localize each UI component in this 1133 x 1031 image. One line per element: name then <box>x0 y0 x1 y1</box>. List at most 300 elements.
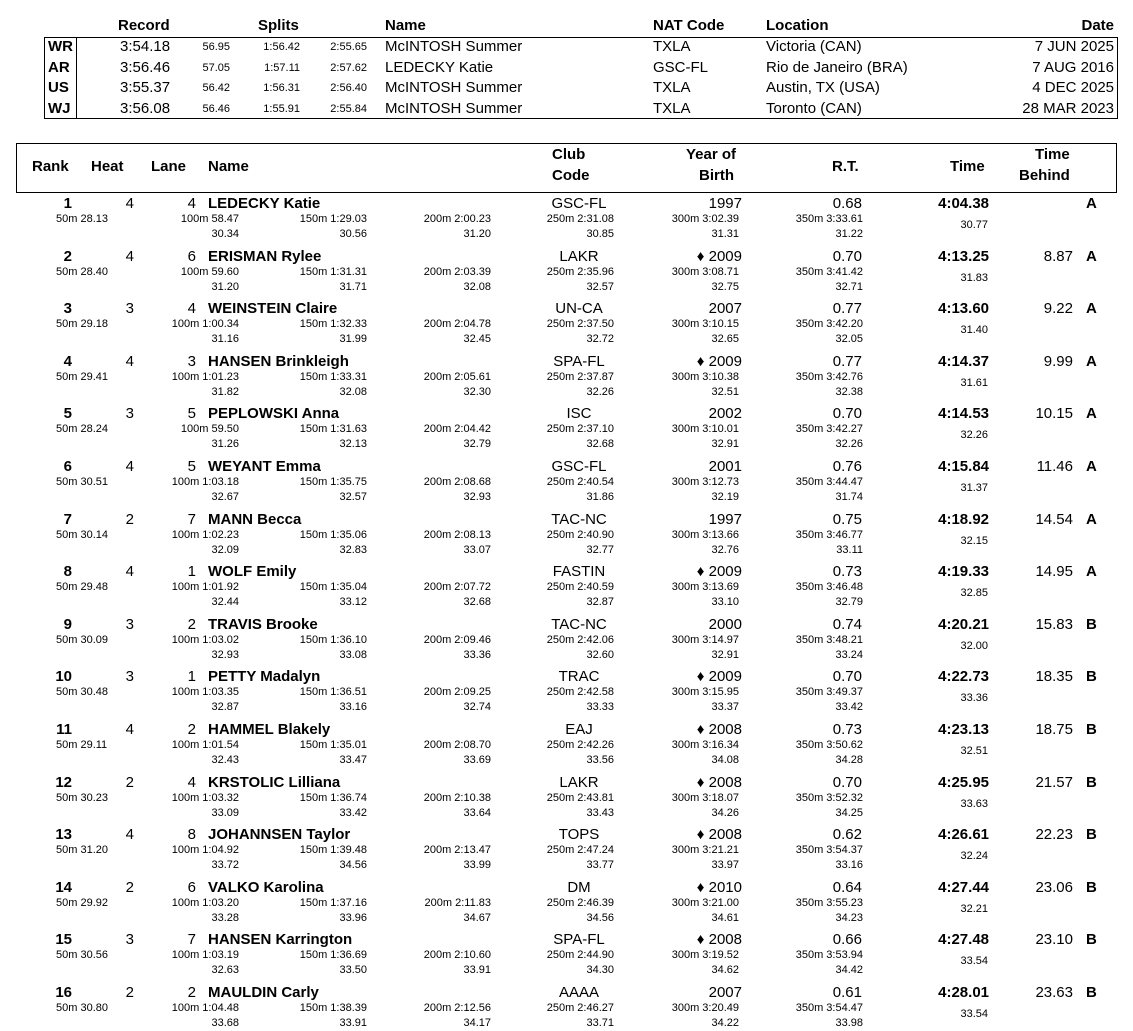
result-behind: 22.23 <box>1035 826 1073 844</box>
lap-300: 33.37 <box>711 701 739 714</box>
record-split-150: 2:55.84 <box>330 102 367 115</box>
split-250: 250m 2:42.58 <box>546 686 614 699</box>
lap-300: 34.22 <box>711 1017 739 1029</box>
split-250: 250m 2:40.54 <box>546 476 614 488</box>
result-yob: ♦ 2010 <box>696 878 742 896</box>
split-50: 50m 30.09 <box>56 633 108 646</box>
lap-250: 33.33 <box>586 701 614 714</box>
result-club: TAC-NC <box>551 510 607 528</box>
lap-350: 34.25 <box>835 806 863 819</box>
split-350: 350m 3:49.37 <box>795 686 863 699</box>
lap-150: 31.99 <box>339 333 367 346</box>
lap-400: 30.77 <box>960 219 988 231</box>
split-200: 200m 2:10.60 <box>423 949 491 962</box>
result-rt: 0.74 <box>832 615 862 633</box>
split-250: 250m 2:40.90 <box>546 528 614 541</box>
lap-300: 32.65 <box>711 333 739 346</box>
lap-250: 34.56 <box>586 911 614 924</box>
split-350: 350m 3:44.47 <box>795 476 863 488</box>
split-100: 100m 1:01.54 <box>171 739 239 751</box>
result-rank: 7 <box>63 510 72 528</box>
split-150: 150m 1:35.04 <box>299 581 367 594</box>
split-200: 200m 2:07.72 <box>423 581 491 594</box>
result-name: HANSEN Brinkleigh <box>208 352 349 370</box>
result-behind: 9.99 <box>1043 352 1073 370</box>
result-final: A <box>1086 510 1097 528</box>
result-club: TRAC <box>558 668 600 686</box>
lap-400: 31.37 <box>960 482 988 494</box>
result-club: DM <box>567 878 591 896</box>
result-rank: 2 <box>63 247 72 265</box>
lap-300: 32.76 <box>711 543 739 556</box>
lap-300: 34.26 <box>711 806 739 819</box>
lap-150: 33.42 <box>339 806 367 819</box>
result-rt: 0.77 <box>832 352 862 370</box>
result-name: KRSTOLIC Lilliana <box>208 773 341 791</box>
result-lane: 2 <box>187 615 196 633</box>
record-date: 4 DEC 2025 <box>1032 79 1114 96</box>
result-name: WOLF Emily <box>208 563 297 581</box>
lap-100: 31.16 <box>211 333 239 346</box>
result-behind: 9.22 <box>1043 300 1073 318</box>
lap-400: 32.51 <box>960 745 988 757</box>
result-name: JOHANNSEN Taylor <box>208 826 351 844</box>
result-yob: ♦ 2008 <box>696 931 742 949</box>
split-350: 350m 3:46.48 <box>795 581 863 594</box>
result-lane: 4 <box>187 300 196 318</box>
record-time: 3:55.37 <box>120 79 171 96</box>
record-time: 3:56.46 <box>120 58 171 76</box>
result-yob: ♦ 2009 <box>696 352 742 370</box>
split-200: 200m 2:03.39 <box>423 265 491 278</box>
result-behind: 23.10 <box>1035 931 1073 949</box>
result-rank: 5 <box>63 405 72 423</box>
lap-200: 32.68 <box>463 596 491 609</box>
result-final: A <box>1086 352 1097 370</box>
result-lane: 5 <box>187 458 196 475</box>
split-50: 50m 29.92 <box>56 896 108 909</box>
split-350: 350m 3:41.42 <box>795 265 863 278</box>
result-behind: 14.95 <box>1035 563 1073 581</box>
lap-200: 34.67 <box>463 911 491 924</box>
lap-150: 32.08 <box>339 385 367 398</box>
lap-100: 30.34 <box>211 228 239 240</box>
record-split-100: 1:57.11 <box>264 61 300 74</box>
split-150: 150m 1:36.51 <box>299 686 367 699</box>
result-final: A <box>1086 195 1097 212</box>
records-header-date: Date <box>1081 17 1114 34</box>
result-yob: ♦ 2008 <box>696 826 742 844</box>
result-club: LAKR <box>559 247 599 265</box>
result-heat: 3 <box>125 931 134 949</box>
lap-350: 33.16 <box>835 859 863 872</box>
result-lane: 5 <box>187 405 196 423</box>
lap-250: 34.30 <box>586 964 614 977</box>
split-350: 350m 3:55.23 <box>795 896 863 909</box>
result-heat: 4 <box>125 458 134 475</box>
result-heat: 4 <box>125 563 134 581</box>
split-300: 300m 3:14.97 <box>671 633 739 646</box>
header-club-1: Club <box>552 146 586 163</box>
split-350: 350m 3:42.76 <box>795 370 863 383</box>
lap-300: 32.75 <box>711 280 739 293</box>
record-split-100: 1:55.91 <box>263 102 300 115</box>
lap-350: 33.42 <box>835 701 863 714</box>
lap-150: 32.83 <box>339 543 367 556</box>
lap-400: 33.36 <box>960 692 988 705</box>
split-50: 50m 29.41 <box>56 370 108 383</box>
result-rank: 16 <box>55 984 72 1001</box>
lap-300: 32.91 <box>711 648 739 661</box>
header-time: Time <box>950 158 985 175</box>
lap-400: 32.85 <box>960 587 988 600</box>
lap-200: 32.79 <box>463 438 491 451</box>
records-header-splits: Splits <box>258 17 299 34</box>
lap-150: 33.12 <box>339 596 367 609</box>
lap-200: 32.45 <box>463 333 491 346</box>
split-150: 150m 1:36.10 <box>299 633 367 646</box>
result-club: AAAA <box>558 984 600 1001</box>
split-50: 50m 30.48 <box>56 686 108 699</box>
result-rank: 1 <box>63 195 72 212</box>
lap-200: 33.99 <box>463 859 491 872</box>
result-heat: 3 <box>125 300 134 318</box>
lap-100: 31.20 <box>211 280 239 293</box>
result-heat: 4 <box>125 195 134 212</box>
result-lane: 7 <box>187 510 196 528</box>
record-split-100: 1:56.42 <box>263 41 300 53</box>
lap-400: 31.61 <box>960 376 988 389</box>
lap-400: 33.63 <box>960 797 988 810</box>
record-nat: GSC-FL <box>653 58 709 76</box>
split-200: 200m 2:00.23 <box>423 213 491 225</box>
lap-100: 32.09 <box>211 543 239 556</box>
result-rt: 0.70 <box>832 247 862 265</box>
split-50: 50m 30.23 <box>56 791 108 804</box>
split-150: 150m 1:39.48 <box>299 844 367 857</box>
split-300: 300m 3:13.66 <box>671 528 739 541</box>
lap-250: 31.86 <box>586 491 614 503</box>
lap-150: 33.16 <box>339 701 367 714</box>
result-behind: 15.83 <box>1035 615 1073 633</box>
result-behind: 14.54 <box>1035 510 1073 528</box>
lap-350: 32.26 <box>835 438 863 451</box>
header-yob-2: Birth <box>699 167 734 184</box>
split-50: 50m 29.18 <box>56 318 108 331</box>
result-club: ISC <box>566 405 592 423</box>
split-150: 150m 1:33.31 <box>299 370 367 383</box>
header-club-2: Code <box>552 167 590 184</box>
split-150: 150m 1:29.03 <box>299 213 367 225</box>
lap-250: 32.26 <box>586 385 614 398</box>
lap-300: 34.61 <box>711 911 739 924</box>
record-date: 7 JUN 2025 <box>1034 38 1114 55</box>
result-heat: 4 <box>125 826 134 844</box>
result-rank: 9 <box>63 615 72 633</box>
split-100: 100m 1:02.23 <box>171 528 239 541</box>
result-rank: 14 <box>55 878 72 896</box>
lap-150: 32.13 <box>339 438 367 451</box>
result-name: TRAVIS Brooke <box>208 615 318 633</box>
result-final: A <box>1086 563 1097 581</box>
lap-400: 32.26 <box>960 429 988 442</box>
lap-150: 30.56 <box>339 228 367 240</box>
header-yob-1: Year of <box>686 146 737 163</box>
result-heat: 4 <box>125 352 134 370</box>
lap-350: 31.74 <box>835 491 863 503</box>
split-150: 150m 1:32.33 <box>299 318 367 331</box>
lap-400: 32.21 <box>960 902 988 915</box>
lap-250: 32.57 <box>586 280 614 293</box>
result-yob: 2001 <box>708 458 742 475</box>
result-heat: 2 <box>125 984 134 1001</box>
result-behind: 10.15 <box>1035 405 1073 423</box>
result-name: PEPLOWSKI Anna <box>208 405 340 423</box>
lap-150: 34.56 <box>339 859 367 872</box>
lap-300: 32.19 <box>711 491 739 503</box>
split-300: 300m 3:21.00 <box>671 896 739 909</box>
lap-400: 33.54 <box>960 1008 988 1020</box>
split-100: 100m 1:04.48 <box>171 1002 239 1014</box>
lap-250: 32.77 <box>586 543 614 556</box>
result-name: MANN Becca <box>208 510 302 528</box>
lap-200: 33.07 <box>463 543 491 556</box>
result-final: B <box>1086 615 1097 633</box>
record-code: WR <box>48 38 73 55</box>
record-split-150: 2:55.65 <box>330 41 367 53</box>
result-time: 4:13.25 <box>938 247 989 265</box>
result-club: TOPS <box>558 826 600 844</box>
lap-100: 31.26 <box>211 438 239 451</box>
split-150: 150m 1:36.74 <box>299 791 367 804</box>
result-heat: 2 <box>125 878 134 896</box>
split-250: 250m 2:37.50 <box>546 318 614 331</box>
lap-200: 33.64 <box>463 806 491 819</box>
result-heat: 3 <box>125 668 134 686</box>
lap-350: 34.42 <box>835 964 863 977</box>
record-code: WJ <box>48 99 71 117</box>
lap-150: 33.96 <box>339 911 367 924</box>
result-lane: 2 <box>187 721 196 738</box>
result-club: UN-CA <box>555 300 603 318</box>
split-50: 50m 30.51 <box>56 476 108 488</box>
result-rank: 12 <box>55 773 72 791</box>
result-time: 4:26.61 <box>938 826 989 844</box>
split-150: 150m 1:35.01 <box>299 739 367 751</box>
record-split-50: 56.46 <box>202 102 230 115</box>
result-lane: 4 <box>187 773 196 791</box>
result-yob: ♦ 2009 <box>696 247 742 265</box>
result-heat: 3 <box>125 405 134 423</box>
result-behind: 21.57 <box>1035 773 1073 791</box>
lap-100: 32.44 <box>211 596 239 609</box>
lap-200: 32.74 <box>463 701 491 714</box>
split-300: 300m 3:19.52 <box>671 949 739 962</box>
split-100: 100m 59.50 <box>180 423 239 436</box>
result-lane: 6 <box>187 878 196 896</box>
result-yob: 2007 <box>708 984 742 1001</box>
lap-150: 32.57 <box>339 491 367 503</box>
split-200: 200m 2:10.38 <box>423 791 491 804</box>
header-behind-1: Time <box>1035 146 1070 163</box>
result-rank: 13 <box>55 826 72 844</box>
result-rank: 8 <box>63 563 72 581</box>
result-heat: 4 <box>125 247 134 265</box>
record-location: Toronto (CAN) <box>766 99 862 117</box>
lap-200: 33.69 <box>463 754 491 766</box>
result-time: 4:28.01 <box>938 984 989 1001</box>
record-location: Victoria (CAN) <box>766 38 862 55</box>
split-50: 50m 28.13 <box>56 213 108 225</box>
result-lane: 1 <box>187 668 196 686</box>
result-name: ERISMAN Rylee <box>208 247 322 265</box>
split-300: 300m 3:18.07 <box>671 791 739 804</box>
split-200: 200m 2:05.61 <box>423 370 491 383</box>
result-yob: 1997 <box>708 195 742 212</box>
split-300: 300m 3:10.38 <box>671 370 739 383</box>
lap-400: 31.40 <box>960 324 988 337</box>
result-time: 4:22.73 <box>938 668 989 686</box>
result-time: 4:18.92 <box>938 510 989 528</box>
split-50: 50m 30.80 <box>56 1002 108 1014</box>
split-300: 300m 3:20.49 <box>671 1002 739 1014</box>
split-100: 100m 1:03.32 <box>171 791 239 804</box>
split-150: 150m 1:31.31 <box>299 265 367 278</box>
lap-250: 32.87 <box>586 596 614 609</box>
result-time: 4:27.48 <box>938 931 989 949</box>
split-350: 350m 3:46.77 <box>795 528 863 541</box>
result-rt: 0.76 <box>832 458 862 475</box>
lap-300: 31.31 <box>711 228 739 240</box>
record-time: 3:54.18 <box>120 38 171 55</box>
split-300: 300m 3:10.01 <box>671 423 739 436</box>
result-lane: 2 <box>187 984 196 1001</box>
split-200: 200m 2:04.78 <box>423 318 491 331</box>
result-time: 4:19.33 <box>938 563 989 581</box>
lap-250: 33.56 <box>586 754 614 766</box>
record-split-100: 1:56.31 <box>263 82 300 94</box>
lap-350: 33.98 <box>835 1017 863 1029</box>
lap-350: 34.23 <box>835 911 863 924</box>
result-final: A <box>1086 300 1097 318</box>
split-50: 50m 30.56 <box>56 949 108 962</box>
split-50: 50m 29.48 <box>56 581 108 594</box>
result-rank: 4 <box>63 352 72 370</box>
result-rt: 0.70 <box>832 773 862 791</box>
result-final: A <box>1086 458 1097 475</box>
records-divider <box>76 37 77 119</box>
split-350: 350m 3:33.61 <box>795 213 863 225</box>
header-lane: Lane <box>151 158 187 175</box>
result-final: A <box>1086 247 1097 265</box>
lap-200: 33.36 <box>463 648 491 661</box>
split-200: 200m 2:04.42 <box>423 423 491 436</box>
record-date: 28 MAR 2023 <box>1022 99 1114 117</box>
split-250: 250m 2:42.06 <box>546 633 614 646</box>
split-250: 250m 2:37.10 <box>546 423 614 436</box>
records-header-location: Location <box>766 17 829 34</box>
split-250: 250m 2:40.59 <box>546 581 614 594</box>
split-250: 250m 2:35.96 <box>546 265 614 278</box>
split-100: 100m 1:03.19 <box>171 949 239 962</box>
result-name: LEDECKY Katie <box>208 195 321 212</box>
split-150: 150m 1:35.75 <box>299 476 367 488</box>
result-time: 4:23.13 <box>938 721 989 738</box>
result-rank: 6 <box>63 458 72 475</box>
result-behind: 18.35 <box>1035 668 1073 686</box>
split-100: 100m 1:03.02 <box>171 633 239 646</box>
split-100: 100m 1:01.92 <box>171 581 239 594</box>
lap-200: 32.30 <box>463 385 491 398</box>
split-100: 100m 1:04.92 <box>171 844 239 857</box>
lap-350: 32.38 <box>835 385 863 398</box>
split-100: 100m 59.60 <box>180 265 239 278</box>
lap-350: 32.05 <box>835 333 863 346</box>
split-200: 200m 2:13.47 <box>423 844 491 857</box>
lap-250: 30.85 <box>586 228 614 240</box>
lap-200: 34.17 <box>463 1017 491 1029</box>
record-location: Rio de Janeiro (BRA) <box>766 58 908 76</box>
split-150: 150m 1:35.06 <box>299 528 367 541</box>
split-300: 300m 3:02.39 <box>671 213 739 225</box>
split-200: 200m 2:08.70 <box>423 739 491 751</box>
result-rt: 0.61 <box>832 984 862 1001</box>
split-50: 50m 28.40 <box>56 265 108 278</box>
split-100: 100m 1:01.23 <box>171 370 239 383</box>
split-350: 350m 3:53.94 <box>795 949 863 962</box>
lap-300: 33.10 <box>711 596 739 609</box>
result-time: 4:14.53 <box>938 405 989 423</box>
result-yob: 2000 <box>708 615 742 633</box>
record-name: LEDECKY Katie <box>385 58 494 76</box>
result-name: HAMMEL Blakely <box>208 721 331 738</box>
split-350: 350m 3:42.20 <box>795 318 863 331</box>
header-name: Name <box>208 158 249 175</box>
lap-150: 31.71 <box>339 280 367 293</box>
result-heat: 2 <box>125 510 134 528</box>
split-350: 350m 3:54.47 <box>795 1002 863 1014</box>
result-yob: 2007 <box>708 300 742 318</box>
lap-400: 33.54 <box>960 955 988 968</box>
split-100: 100m 1:03.20 <box>171 896 239 909</box>
split-50: 50m 29.11 <box>56 739 108 751</box>
header-rank: Rank <box>32 158 69 175</box>
lap-400: 32.24 <box>960 850 988 863</box>
result-yob: ♦ 2009 <box>696 668 742 686</box>
lap-100: 32.93 <box>211 648 239 661</box>
result-yob: ♦ 2008 <box>696 721 742 738</box>
result-final: B <box>1086 984 1097 1001</box>
record-name: McINTOSH Summer <box>385 38 523 55</box>
result-final: B <box>1086 826 1097 844</box>
lap-100: 33.09 <box>211 806 239 819</box>
result-time: 4:14.37 <box>938 352 989 370</box>
result-behind: 11.46 <box>1036 458 1073 475</box>
result-rank: 3 <box>63 300 72 318</box>
result-rt: 0.64 <box>832 878 862 896</box>
split-100: 100m 1:03.18 <box>171 476 239 488</box>
lap-200: 31.20 <box>463 228 491 240</box>
lap-400: 32.00 <box>960 639 988 652</box>
result-final: B <box>1086 931 1097 949</box>
result-final: B <box>1086 773 1097 791</box>
result-yob: ♦ 2009 <box>696 563 742 581</box>
lap-200: 32.08 <box>463 280 491 293</box>
lap-100: 32.87 <box>211 701 239 714</box>
lap-350: 34.28 <box>835 754 863 766</box>
result-rank: 11 <box>56 721 72 738</box>
lap-400: 31.83 <box>960 271 988 284</box>
